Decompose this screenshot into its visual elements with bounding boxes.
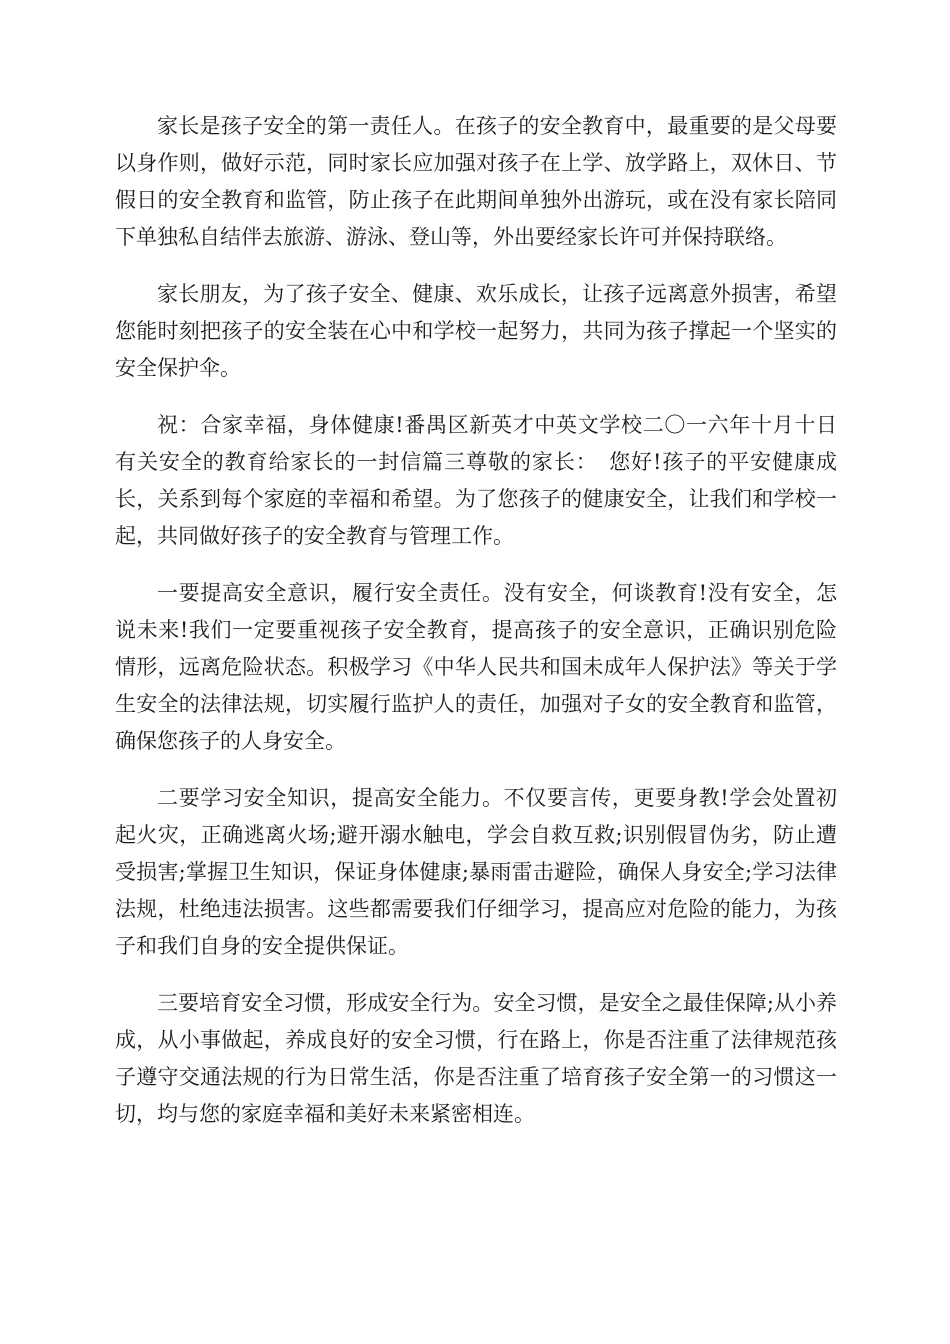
document-body	[115, 108, 837, 1153]
paragraph-safety-knowledge: 二要学习安全知识，提高安全能力。不仅要言传，更要身教!学会处置初起火灾，正确逃离火场;避开溺水触电，学会自救互救;识别假冒伪劣，防止遭受损害;掌握卫生知识，保证身体健康;暴雨雷击避险，确保人身安全;学习法律法规，杜绝违法损害。这些都需要我们仔细学习，提高应对危险的能力，为孩子和我们自身的安全提供保证。	[115, 786, 837, 958]
paragraph-safety-awareness: 一要提高安全意识，履行安全责任。没有安全，何谈教育!没有安全，怎说未来!我们一定要重视孩子安全教育，提高孩子的安全意识，正确识别危险情形，远离危险状态。积极学习《中华人民共和国未成年人保护法》等关于学生安全的法律法规，切实履行监护人的责任，加强对子女的安全教育和监管，确保您孩子的人身安全。	[115, 581, 837, 753]
paragraph-parent-responsibility: 家长是孩子安全的第一责任人。在孩子的安全教育中，最重要的是父母要以身作则，做好示范，同时家长应加强对孩子在上学、放学路上，双休日、节假日的安全教育和监管，防止孩子在此期间单独外出游玩，或在没有家长陪同下单独私自结伴去旅游、游泳、登山等，外出要经家长许可并保持联络。	[115, 114, 837, 249]
paragraph-safety-habits: 三要培育安全习惯，形成安全行为。安全习惯，是安全之最佳保障;从小养成，从小事做起，养成良好的安全习惯，行在路上，你是否注重了法律规范孩子遵守交通法规的行为日常生活，你是否注重了培育孩子安全第一的习惯这一切，均与您的家庭幸福和美好未来紧密相连。	[115, 991, 837, 1126]
paragraph-appeal-to-parents: 家长朋友，为了孩子安全、健康、欢乐成长，让孩子远离意外损害，希望您能时刻把孩子的安全装在心中和学校一起努力，共同为孩子撑起一个坚实的安全保护伞。	[115, 282, 837, 380]
paragraph-greeting-letter: 祝：合家幸福，身体健康!番禺区新英才中英文学校二〇一六年十月十日有关安全的教育给家长的一封信篇三尊敬的家长： 您好!孩子的平安健康成长，关系到每个家庭的幸福和希望。为了您孩子的健康安全，让我们和学校一起，共同做好孩子的安全教育与管理工作。	[115, 413, 837, 548]
